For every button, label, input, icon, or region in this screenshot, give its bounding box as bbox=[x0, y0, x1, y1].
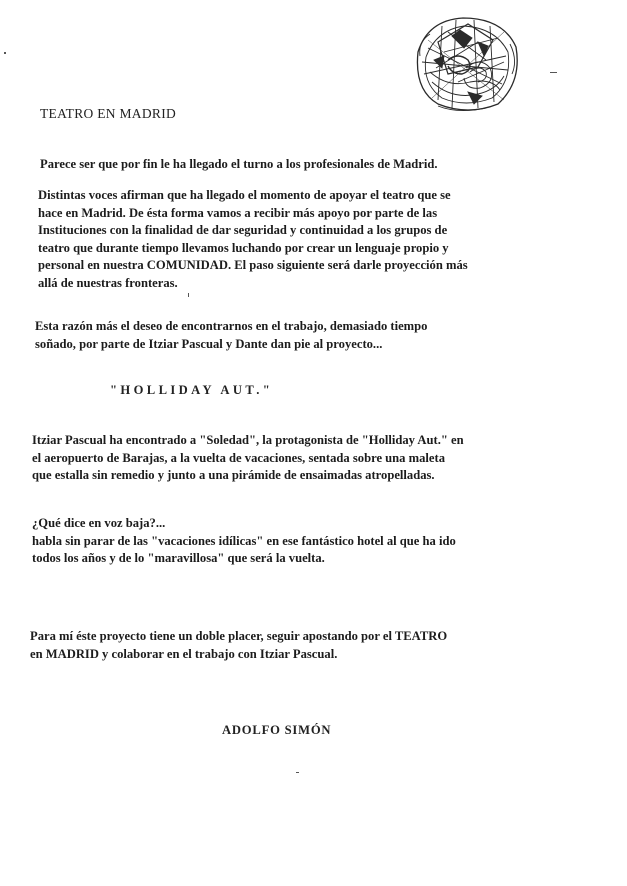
paragraph-line: ¿Qué dice en voz baja?... bbox=[32, 516, 166, 530]
paragraph-2 bbox=[38, 187, 538, 293]
paragraph-line: que estalla sin remedio y junto a una pirámide de ensaimadas atropelladas. bbox=[32, 468, 435, 483]
paragraph-line: en MADRID y colaborar en el trabajo con Itziar Pascual. bbox=[30, 646, 338, 661]
paragraph-5 bbox=[32, 515, 532, 568]
paragraph-line: el aeropuerto de Barajas, a la vuelta de vacaciones, sentada sobre una maleta bbox=[32, 450, 445, 465]
paragraph-line: personal en nuestra COMUNIDAD. El paso siguiente será darle proyección más bbox=[38, 258, 468, 273]
project-title: "HOLLIDAY AUT." bbox=[110, 383, 274, 397]
signature: ADOLFO SIMÓN bbox=[222, 723, 332, 737]
scan-speck bbox=[188, 293, 189, 297]
paragraph-line: teatro que durante tiempo llevamos luchando por crear un lenguaje propio y bbox=[38, 240, 449, 255]
paragraph-line: habla sin parar de las "vacaciones idílicas" en ese fantástico hotel al que ha ido bbox=[32, 533, 456, 548]
paragraph-1 bbox=[40, 156, 560, 174]
scribble-logo-icon bbox=[408, 12, 523, 117]
paragraph-line: Distintas voces afirman que ha llegado el momento de apoyar el teatro que se bbox=[38, 188, 451, 202]
paragraph-4 bbox=[32, 432, 532, 485]
paragraph-line: hace en Madrid. De ésta forma vamos a recibir más apoyo por parte de las bbox=[38, 205, 438, 220]
paragraph-line: todos los años y de lo "maravillosa" que será la vuelta. bbox=[32, 551, 325, 566]
paragraph-line: Itziar Pascual ha encontrado a "Soledad", la protagonista de "Holliday Aut." en bbox=[32, 433, 464, 447]
document-heading: TEATRO EN MADRID bbox=[40, 106, 177, 121]
scan-speck bbox=[550, 72, 557, 73]
paragraph-line: soñado, por parte de Itziar Pascual y Dante dan pie al proyecto... bbox=[35, 336, 383, 351]
paragraph-line: Para mí éste proyecto tiene un doble placer, seguir apostando por el TEATRO bbox=[30, 629, 448, 643]
paragraph-6 bbox=[30, 628, 530, 663]
paragraph-line: Instituciones con la finalidad de dar seguridad y continuidad a los grupos de bbox=[38, 223, 448, 238]
paragraph-line: Esta razón más el deseo de encontrarnos en el trabajo, demasiado tiempo bbox=[35, 319, 428, 333]
paragraph-line: Parece ser que por fin le ha llegado el turno a los profesionales de Madrid. bbox=[40, 157, 438, 171]
paragraph-3 bbox=[35, 318, 555, 353]
scan-speck bbox=[296, 772, 299, 773]
scan-speck bbox=[4, 52, 6, 54]
paragraph-line: allá de nuestras fronteras. bbox=[38, 275, 178, 290]
